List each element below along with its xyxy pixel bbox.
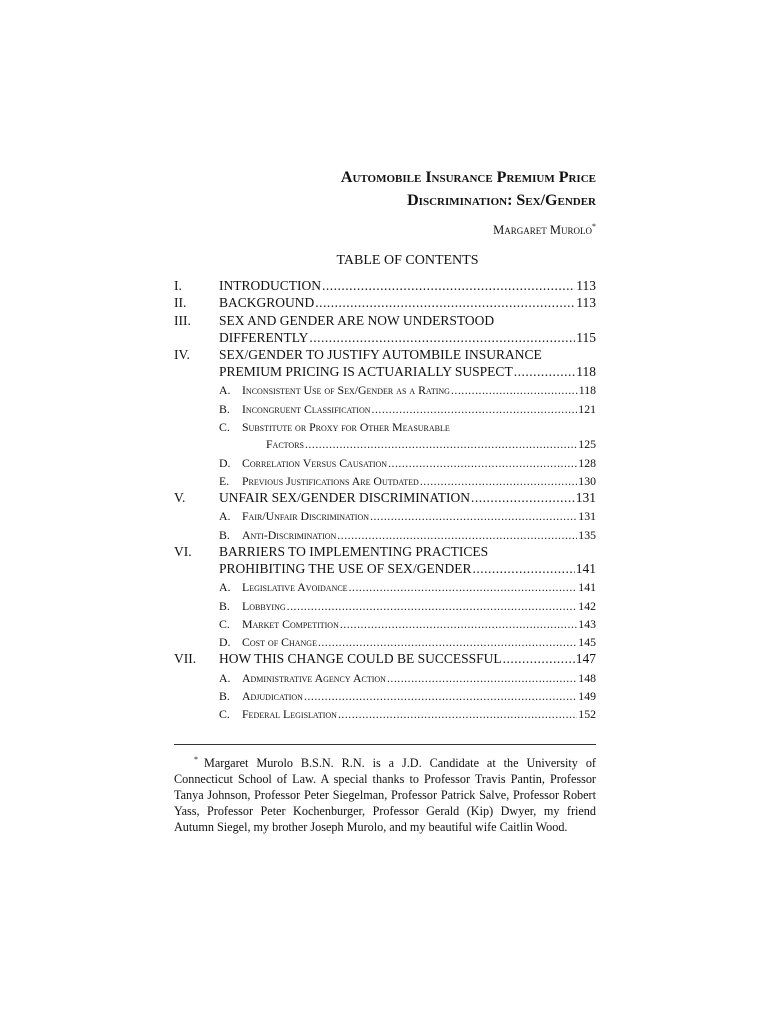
- toc-entry: [174, 543, 596, 560]
- toc-entry: [174, 277, 596, 294]
- toc-entry-continued: [174, 363, 596, 380]
- toc-subentry-title: Cost of Change: [242, 635, 317, 650]
- toc-subentry-title: Legislative Avoidance: [242, 580, 348, 595]
- toc-page-number: 141: [575, 560, 596, 576]
- toc-entry: [174, 311, 596, 328]
- toc-page-number: 115: [576, 329, 596, 345]
- toc-leader-dots: [420, 474, 577, 489]
- toc-entry-title: INTRODUCTION: [219, 278, 321, 294]
- toc-subentry-body: [242, 689, 596, 704]
- toc-subentry: [174, 471, 596, 489]
- toc-entry-body: [219, 651, 596, 667]
- toc-leader-dots: [370, 509, 577, 524]
- toc-leader-dots: [322, 278, 575, 294]
- toc-entry-title: PROHIBITING THE USE OF SEX/GENDER: [219, 560, 472, 576]
- toc-leader-dots: [337, 528, 577, 543]
- toc-subentry-title: Adjudication: [242, 688, 303, 703]
- toc-page-number: 152: [578, 707, 596, 722]
- title-line-1: Automobile Insurance Premium Price: [340, 169, 596, 186]
- toc-subsection-letter: B.: [219, 598, 230, 613]
- toc-entry: [174, 294, 596, 311]
- footnote-divider: [174, 744, 596, 745]
- toc-leader-dots: [388, 456, 577, 471]
- toc-subentry: [174, 380, 596, 398]
- toc-page-number: 148: [578, 670, 596, 685]
- toc-subentry-title: Factors: [266, 437, 304, 452]
- toc-leader-dots: [304, 689, 577, 704]
- toc-subentry-body: [242, 474, 596, 489]
- toc-page-number: 135: [578, 527, 596, 542]
- toc-entry: [174, 650, 596, 667]
- toc-leader-dots: [349, 580, 578, 595]
- toc-entry-body: [219, 544, 596, 560]
- toc-heading: TABLE OF CONTENTS: [336, 253, 479, 268]
- toc-page-number: 131: [578, 509, 596, 524]
- toc-page-number: 118: [576, 364, 596, 380]
- toc-subentry-body: [242, 671, 596, 686]
- toc-subentry-body: [242, 402, 596, 417]
- toc-subsection-letter: C.: [219, 616, 230, 631]
- toc-entry-title: SEX/GENDER TO JUSTIFY AUTOMBILE INSURANCE: [219, 346, 542, 362]
- toc-subentry-title: Substitute or Proxy for Other Measurable: [242, 420, 450, 435]
- toc-section-number: III.: [174, 312, 191, 328]
- toc-subentry-body: [242, 420, 596, 435]
- table-of-contents: [174, 277, 596, 722]
- toc-subentry-title: Administrative Agency Action: [242, 670, 386, 685]
- toc-page-number: 125: [578, 437, 596, 452]
- toc-leader-dots: [287, 599, 578, 614]
- toc-subentry-body: [242, 383, 596, 398]
- toc-subentry-title: Federal Legislation: [242, 707, 337, 722]
- toc-page-number: 130: [578, 473, 596, 488]
- toc-subentry-title: Correlation Versus Causation: [242, 455, 388, 470]
- toc-section-number: I.: [174, 278, 182, 294]
- toc-section-number: VI.: [174, 543, 192, 559]
- toc-subentry: [174, 595, 596, 613]
- toc-page-number: 147: [575, 651, 596, 667]
- toc-subentry: [174, 614, 596, 632]
- toc-subentry-body: [242, 707, 596, 722]
- toc-subentry: [174, 452, 596, 470]
- toc-page-number: 131: [575, 489, 596, 505]
- toc-section-number: II.: [174, 295, 187, 311]
- toc-leader-dots: [471, 490, 575, 506]
- toc-section-number: IV.: [174, 346, 190, 362]
- footnote-text: Margaret Murolo B.S.N. R.N. is a J.D. Candidate at the University of Connecticut School of Law. A special thanks to Professor Travis Pantin, Professor Tanya Johnson, Professor Peter Siegelman, Professor Patrick Salve, Professor Robert Yass, Professor Peter Kochenburger, Professor Gerald (Kip) Dwyer, my friend Autumn Siegel, my brother Joseph Murolo, and my beautiful wife Caitlin Wood.: [174, 756, 596, 835]
- toc-leader-dots: [309, 330, 575, 346]
- toc-page-number: 118: [578, 383, 596, 398]
- toc-entry: [174, 489, 596, 506]
- toc-subentry-title: Lobbying: [242, 598, 286, 613]
- toc-subentry-body: [242, 528, 596, 543]
- toc-entry-body: [219, 278, 596, 294]
- toc-subentry: [174, 667, 596, 685]
- toc-subentry-title: Fair/Unfair Discrimination: [242, 509, 370, 524]
- toc-subentry-continued: [174, 435, 596, 452]
- toc-page-number: 113: [576, 278, 596, 294]
- toc-leader-dots: [503, 651, 575, 667]
- toc-subsection-letter: A.: [219, 509, 231, 524]
- toc-subentry-title: Incongruent Classification: [242, 401, 371, 416]
- toc-page-number: 145: [578, 635, 596, 650]
- toc-entry-body: [219, 347, 596, 363]
- toc-subentry-title: Anti-Discrimination: [242, 527, 337, 542]
- toc-entry-title: SEX AND GENDER ARE NOW UNDERSTOOD: [219, 312, 495, 328]
- toc-subentry-body: [242, 580, 596, 595]
- toc-leader-dots: [387, 671, 577, 686]
- toc-page-number: 142: [578, 598, 596, 613]
- toc-entry-title: HOW THIS CHANGE COULD BE SUCCESSFUL: [219, 651, 502, 667]
- toc-page-number: 143: [578, 616, 596, 631]
- toc-leader-dots: [315, 295, 575, 311]
- toc-entry-continued: [174, 560, 596, 577]
- toc-page-number: 113: [576, 295, 596, 311]
- toc-subsection-letter: B.: [219, 401, 230, 416]
- toc-entry-title: DIFFERENTLY: [219, 329, 309, 345]
- toc-subsection-letter: D.: [219, 455, 231, 470]
- toc-entry-title: BARRIERS TO IMPLEMENTING PRACTICES: [219, 543, 489, 559]
- toc-section-number: VII.: [174, 651, 197, 667]
- toc-subsection-letter: C.: [219, 420, 230, 435]
- author-name: [493, 222, 596, 238]
- toc-subentry-body: [242, 509, 596, 524]
- title-line-2: Discrimination: Sex/Gender: [407, 192, 596, 209]
- toc-leader-dots: [340, 617, 577, 632]
- toc-subentry: [174, 577, 596, 595]
- toc-subsection-letter: A.: [219, 580, 231, 595]
- toc-subentry-body: [242, 456, 596, 471]
- toc-leader-dots: [473, 561, 575, 577]
- toc-subentry: [174, 506, 596, 524]
- toc-entry-body: [219, 313, 596, 329]
- toc-leader-dots: [451, 383, 578, 398]
- footnote: [174, 752, 596, 835]
- toc-page-number: 149: [578, 688, 596, 703]
- toc-entry-body: [219, 330, 596, 346]
- toc-leader-dots: [514, 364, 576, 380]
- toc-subsection-letter: D.: [219, 635, 231, 650]
- toc-entry-body: [219, 490, 596, 506]
- toc-leader-dots: [338, 707, 577, 722]
- toc-leader-dots: [305, 437, 577, 452]
- article-title: [341, 166, 596, 212]
- toc-entry: [174, 346, 596, 363]
- toc-subentry: [174, 417, 596, 435]
- author-text: Margaret Murolo: [493, 223, 592, 238]
- toc-page-number: 121: [578, 401, 596, 416]
- toc-leader-dots: [372, 402, 578, 417]
- toc-subentry: [174, 632, 596, 650]
- toc-page-number: 141: [578, 580, 596, 595]
- toc-subentry: [174, 686, 596, 704]
- toc-subsection-letter: C.: [219, 707, 230, 722]
- toc-subentry-body: [266, 437, 596, 452]
- toc-entry-title: PREMIUM PRICING IS ACTUARIALLY SUSPECT: [219, 364, 513, 380]
- footnote-mark: *: [194, 755, 198, 764]
- toc-entry-body: [219, 364, 596, 380]
- toc-subsection-letter: B.: [219, 688, 230, 703]
- toc-page-number: 128: [578, 455, 596, 470]
- toc-subsection-letter: B.: [219, 527, 230, 542]
- toc-subentry-body: [242, 635, 596, 650]
- toc-subsection-letter: E.: [219, 473, 230, 488]
- toc-subentry: [174, 704, 596, 722]
- toc-entry-body: [219, 561, 596, 577]
- toc-subentry-body: [242, 617, 596, 632]
- toc-subentry-body: [242, 599, 596, 614]
- toc-entry-title: UNFAIR SEX/GENDER DISCRIMINATION: [219, 489, 471, 505]
- toc-subentry-title: Previous Justifications Are Outdated: [242, 473, 419, 488]
- toc-section-number: V.: [174, 489, 186, 505]
- toc-leader-dots: [318, 635, 577, 650]
- toc-subentry-title: Market Competition: [242, 616, 339, 631]
- toc-subsection-letter: A.: [219, 383, 231, 398]
- toc-subentry: [174, 398, 596, 416]
- toc-entry-body: [219, 295, 596, 311]
- toc-subsection-letter: A.: [219, 670, 231, 685]
- toc-subentry: [174, 524, 596, 542]
- toc-entry-continued: [174, 329, 596, 346]
- author-footnote-mark: *: [592, 222, 596, 231]
- toc-subentry-title: Inconsistent Use of Sex/Gender as a Rating: [242, 383, 450, 398]
- toc-entry-title: BACKGROUND: [219, 295, 315, 311]
